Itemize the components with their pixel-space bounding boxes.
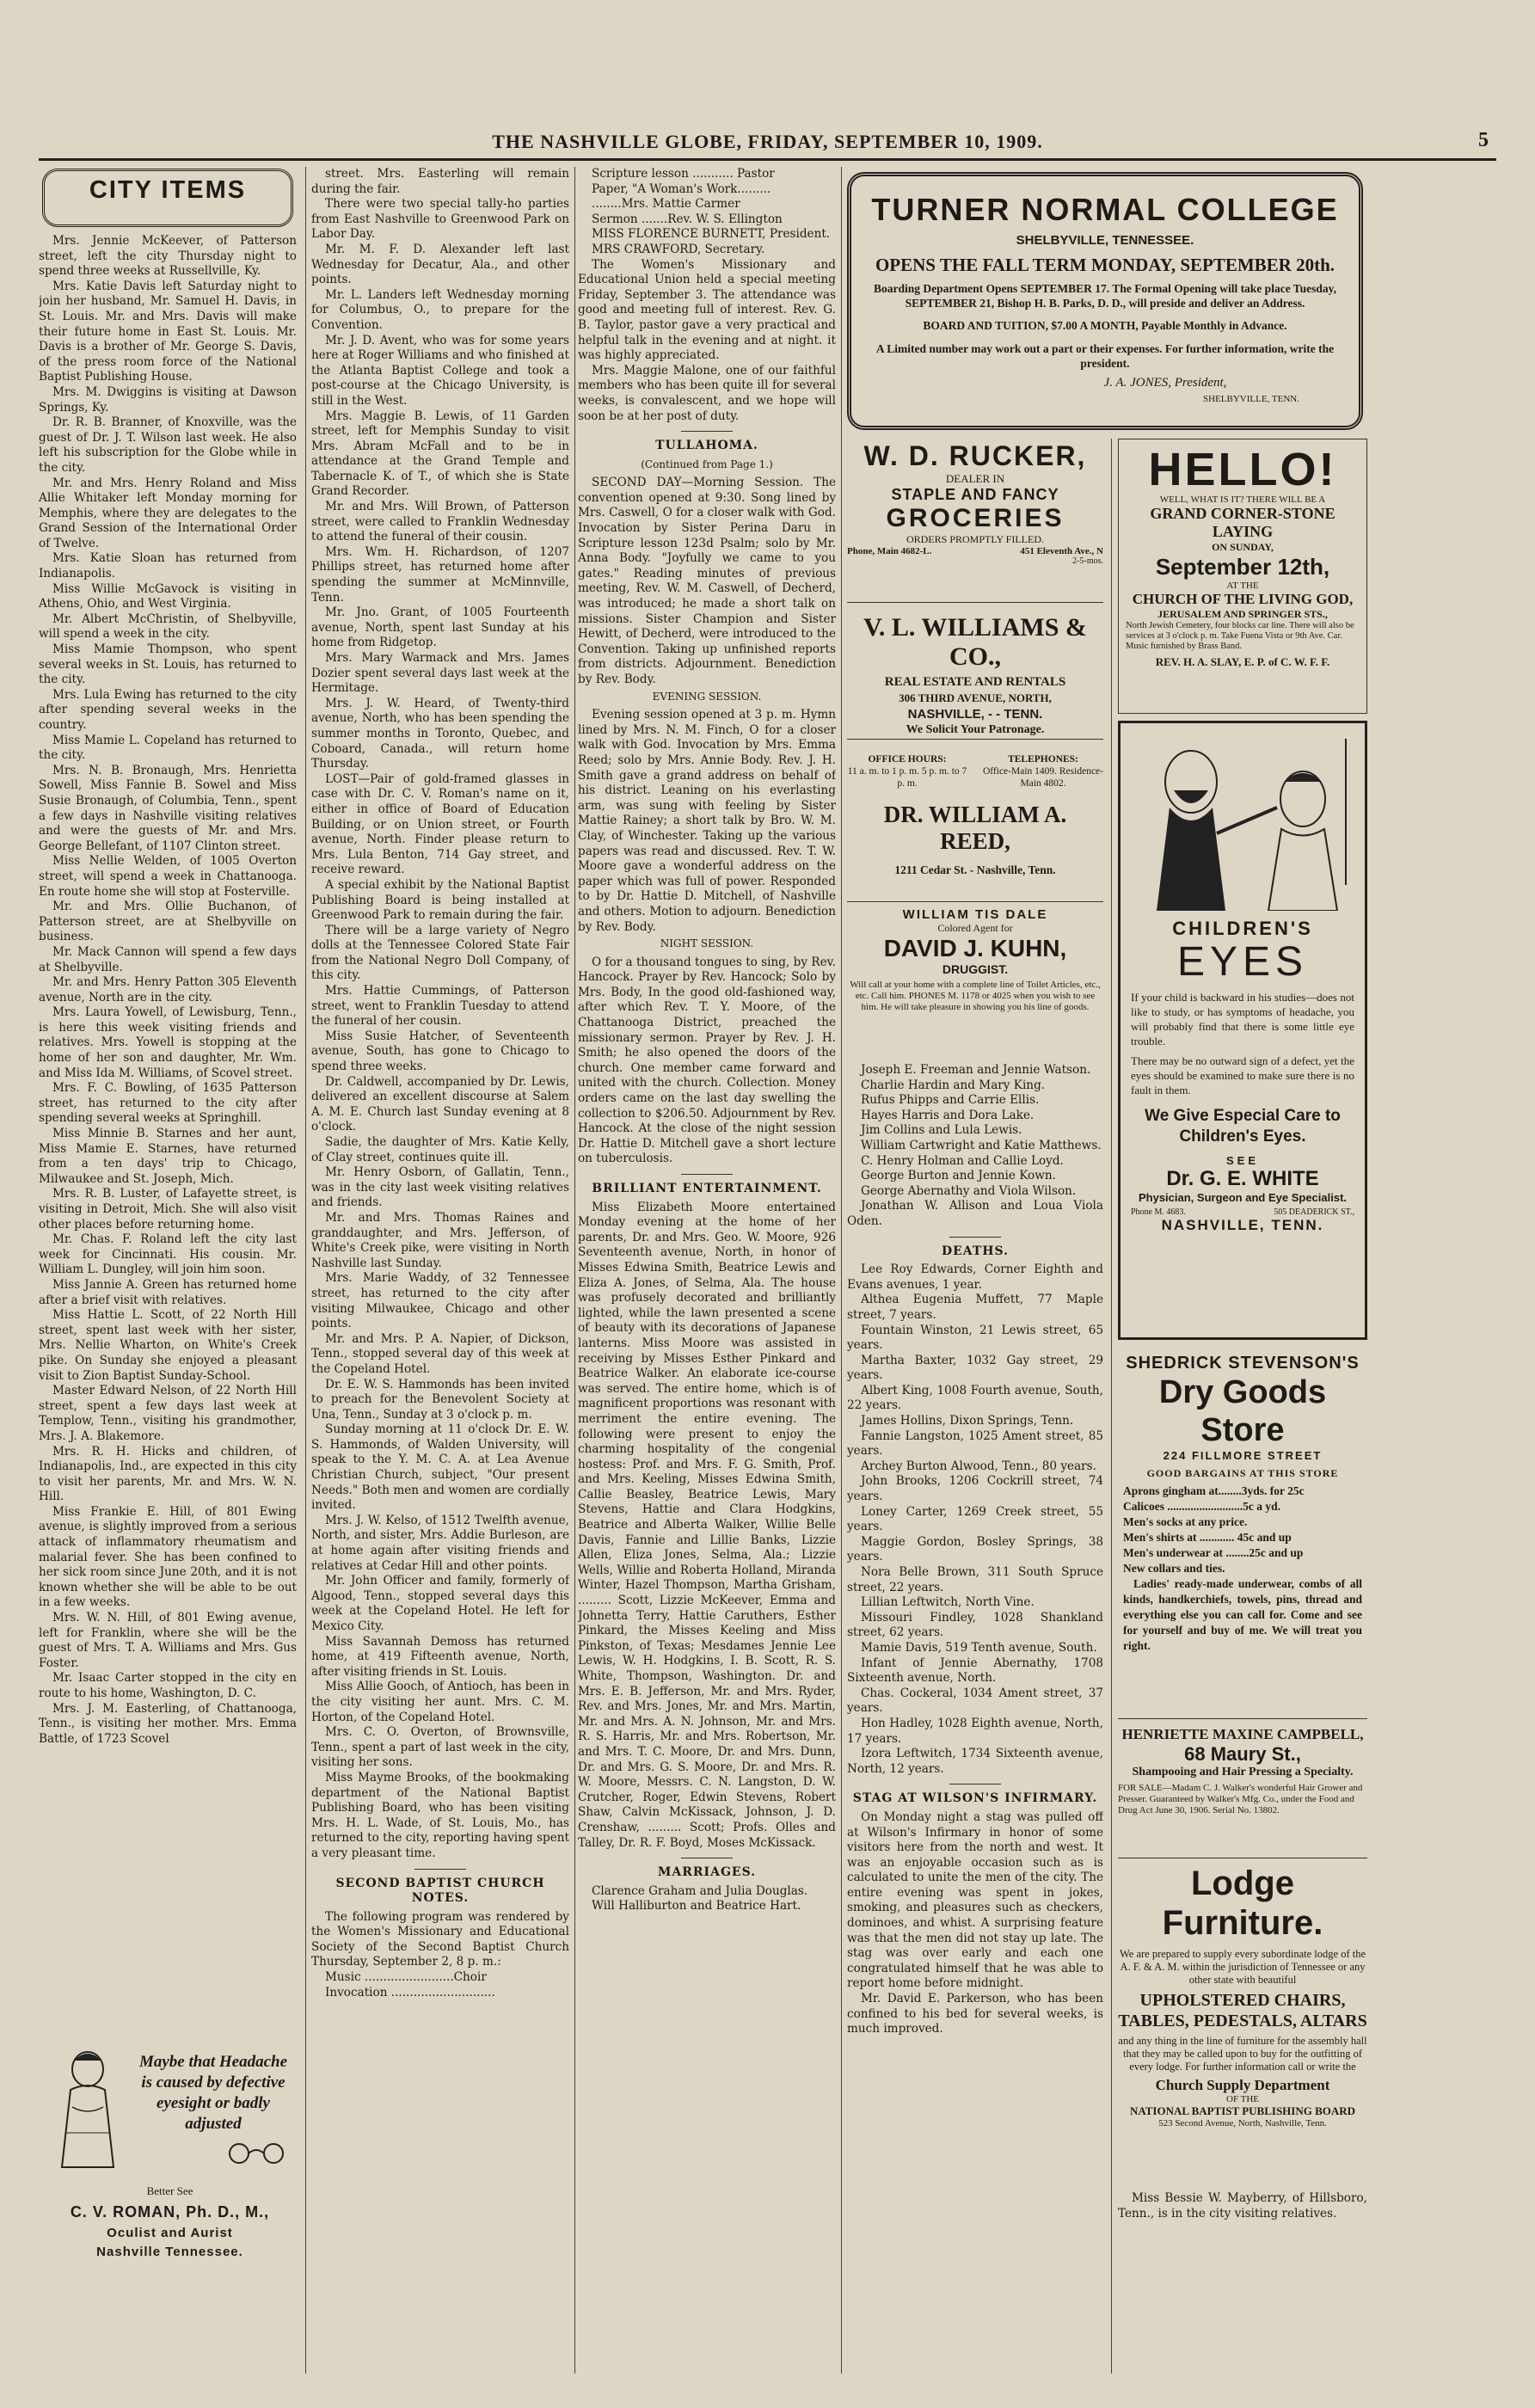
turner-normal-college-ad	[847, 172, 1363, 430]
news-item: Mrs. Katie Davis left Saturday night to join her husband, Mr. Samuel H. Davis, in St. Louis. Mr. and Mrs. Davis will make their future home in East St. Louis. Mr. Davis is a brother of Mr. George S. Davis, of the press room force of the National Baptist Publishing House.	[39, 279, 297, 384]
news-item: Miss Minnie B. Starnes and her aunt, Miss Mamie E. Starnes, have returned from a ten days' trip to Chicago, Milwaukee and St. Joseph, Mich.	[39, 1127, 297, 1186]
marriage-entry: Charlie Hardin and Mary King.	[861, 1078, 1046, 1092]
news-item: Miss Frankie E. Hill, of 801 Ewing avenue, is slightly improved from a serious attack of inflammatory rheumatism and malarial fever. She has been confined to her sick room since June 20th, and it is not known whether she will be able to be out in a few weeks.	[39, 1504, 297, 1610]
hello-line-7: JERUSALEM AND SPRINGER STS.,	[1157, 608, 1328, 620]
kuhn-name: DAVID J. KUHN,	[883, 935, 1067, 961]
news-item: Mr. and Mrs. Thomas Raines and granddaughter, and Mrs. Jefferson, of White's Creek pike, were visiting in North Nashville last Sunday.	[311, 1210, 569, 1270]
rucker-name: W. D. RUCKER,	[863, 440, 1087, 471]
news-item: Mr. and Mrs. Will Brown, of Patterson street, were called to Franklin Wednesday to attend the funeral of their cousin.	[311, 500, 569, 544]
rucker-line-2: STAPLE AND FANCY	[891, 486, 1059, 503]
eyes-line-1: If your child is backward in his studies—does not like to study, or has symptoms of headache, you will probably find that there is some little eye trouble.	[1131, 991, 1354, 1047]
tullahoma-continued: (Continued from Page 1.)	[641, 458, 773, 470]
eyes-street: 505 DEADERICK ST.,	[1274, 1207, 1354, 1217]
program-line: Mrs. Maggie Malone, one of our faithful members who has been quite ill for several weeks, is convalescent, and we hope will soon be at her post of duty.	[578, 363, 836, 423]
news-item: Mr. and Mrs. P. A. Napier, of Dickson, Tenn., stopped several day of this week at the Copeland Hotel.	[311, 1331, 569, 1376]
turner-line-2: BOARD AND TUITION, $7.00 A MONTH, Payable Monthly in Advance.	[923, 319, 1287, 332]
column-rule	[1111, 439, 1112, 2374]
rucker-grocery-ad	[847, 440, 1103, 576]
column-rule	[574, 167, 575, 2374]
williams-line-4: We Solicit Your Patronage.	[906, 723, 1045, 736]
marriages-list	[578, 1884, 836, 1914]
marriage-entry: C. Henry Holman and Callie Loyd.	[861, 1153, 1064, 1168]
news-item: street. Mrs. Easterling will remain during the fair.	[311, 167, 569, 196]
turner-title: TURNER NORMAL COLLEGE	[871, 192, 1339, 227]
death-entry: Maggie Gordon, Bosley Springs, 38 years.	[847, 1534, 1103, 1564]
tullahoma-night: O for a thousand tongues to sing, by Rev. Hancock. Prayer by Rev. Hancock; Solo by Mrs. Body, In the good old-fashioned way, after which Rev. T. Y. Moore, of the Chattanooga District, preached the missionary sermon. Prayer by Rev. J. H. Smith; he also opened the doors of the church. One member came forward and united with the church. Collection. Money orders came on the last day swelling the collection to $206.50. Adjournment by Rev. Hancock. At the close of the night session Dr. Hattie D. Mitchell gave a short lecture on tuberculosis.	[578, 955, 836, 1166]
news-item: Dr. Caldwell, accompanied by Dr. Lewis, delivered an excellent discourse at Salem A. M. E. Church last Sunday evening at 8 o'clock.	[311, 1074, 569, 1134]
death-entry: Chas. Cockeral, 1034 Ament street, 37 years.	[847, 1686, 1103, 1716]
news-item: Mrs. Wm. H. Richardson, of 1207 Phillips street, has returned home after spending the summer at McMinnville, Tenn.	[311, 544, 569, 605]
ad-line-3: eyesight or badly	[157, 2094, 270, 2112]
turner-line-1: Boarding Department Opens SEPTEMBER 17. The Formal Opening will take place Tuesday, SEPTEMBER 21, Bishop H. B. Parks, D. D., will preside and deliver an Address.	[874, 282, 1336, 310]
news-item: Mrs. M. Dwiggins is visiting at Dawson Springs, Ky.	[39, 384, 297, 415]
tullahoma-evening: Evening session opened at 3 p. m. Hymn lined by Mrs. N. M. Finch, O for a closer walk with God. Invocation by Mrs. Emma Reed; solo by Mrs. Annie Body. Rev. J. H. Smith gave a grand address on behalf of his district. Leaning on his everlasting arm, was sung with feeling by Sister Mattie Rainey; a short talk by Bro. W. M. Clay, of Winchester. Taking up the various papers was read and discussed. Rev. T. W. Moore gave a wonderful address on the paper which was full of power. Responded to by Dr. Hattie D. Mitchell, of Nashville and others. Motion to adjourn. Benediction by Rev. Body.	[578, 708, 836, 934]
death-entry: James Hollins, Dixon Springs, Tenn.	[861, 1414, 1074, 1428]
williams-line-2: 306 THIRD AVENUE, NORTH,	[899, 691, 1052, 704]
news-item: Miss Mayme Brooks, of the bookmaking department of the National Baptist Publishing Board, who has been visiting Mrs. H. L. Wade, of St. Louis, Mo., has returned to the city, reporting having spent a very pleasant time.	[311, 1770, 569, 1860]
mayberry-note: Miss Bessie W. Mayberry, of Hillsboro, Tenn., is in the city visiting relatives.	[1118, 2191, 1367, 2221]
news-item: Miss Savannah Demoss has returned home, at 419 Fifteenth avenue, North, after visiting friends in St. Louis.	[311, 1634, 569, 1679]
deaths-list	[847, 1262, 1103, 1777]
column-rule	[305, 167, 306, 2374]
death-entry: Albert King, 1008 Fourth avenue, South, 22 years.	[847, 1383, 1103, 1413]
second-baptist-notes	[311, 1910, 569, 2001]
eyes-line-2: There may be no outward sign of a defect, yet the eyes should be examined to make sure there is no fault in them.	[1131, 1054, 1354, 1096]
marriages-heading: MARRIAGES.	[657, 1865, 757, 1880]
marriage-entry: George Abernathy and Viola Wilson.	[861, 1183, 1077, 1198]
column-2	[311, 167, 569, 2374]
news-item: Mrs. Laura Yowell, of Lewisburg, Tenn., is here this week visiting friends and relatives. Mrs. Yowell is stopping at the home of her son and daughter, Mr. Wm. and Miss Ida M. Williams, of Scovel street.	[39, 1005, 297, 1080]
lodge-line-7: 523 Second Avenue, North, Nashville, Tenn.	[1158, 2118, 1327, 2128]
masthead	[39, 127, 1496, 161]
rucker-line-4: ORDERS PROMPTLY FILLED.	[906, 533, 1045, 545]
turner-signature: J. A. JONES, President,	[1103, 376, 1227, 390]
hello-corner-stone-ad	[1118, 439, 1367, 714]
city-items-heading: CITY ITEMS	[89, 176, 247, 204]
news-item: Mrs. F. C. Bowling, of 1635 Patterson street, has returned to the city after spending several weeks at Springhill.	[39, 1081, 297, 1126]
divider	[681, 1174, 733, 1175]
woman-headache-illustration	[46, 2047, 124, 2176]
lodge-big: Lodge Furniture.	[1162, 1864, 1323, 1942]
kuhn-line-4: Will call at your home with a complete line of Toilet Articles, etc., etc. Call him. PHONES M. 1178 or 4025 when you wish to see him. He will take pleasure in showing you his line of goods.	[850, 980, 1101, 1012]
reed-hours: 11 a. m. to 1 p. m. 5 p. m. to 7 p. m.	[847, 766, 967, 789]
news-item: Miss Mamie Thompson, who spent several weeks in St. Louis, has returned to the city.	[39, 642, 297, 687]
city-items-heading-box	[42, 169, 293, 227]
news-item: Mr. Albert McChristin, of Shelbyville, will spend a week in the city.	[39, 611, 297, 642]
news-item: Mr. L. Landers left Wednesday morning for Columbus, O., to prepare for the Convention.	[311, 287, 569, 332]
news-item: Mrs. Jennie McKeever, of Patterson street, left the city Thursday night to spend three weeks at Russellville, Ky.	[39, 234, 297, 279]
column-1	[39, 167, 297, 2374]
ad-line-1: Maybe that Headache	[138, 2053, 288, 2071]
column-4-text	[847, 1063, 1103, 2374]
shedrick-line-4: Men's shirts at ............ 45c and up	[1123, 1531, 1292, 1544]
ad-line-5: Better See	[146, 2184, 193, 2197]
news-item: There were two special tally-ho parties from East Nashville to Greenwood Park on Labor Day.	[311, 197, 569, 242]
news-item: Mrs. J. W. Kelso, of 1512 Twelfth avenue, North, and sister, Mrs. Addie Burleson, are at home again after visiting friends and relatives at Cedar Hill and other points.	[311, 1513, 569, 1573]
hello-line-4: September 12th,	[1155, 554, 1330, 580]
news-item: Miss Willie McGavock is visiting in Athens, Ohio, and West Virginia.	[39, 581, 297, 611]
program-line: Invocation ............................	[325, 1985, 495, 2000]
news-item: Miss Hattie L. Scott, of 22 North Hill street, spent last week with her sister, Mrs. Nellie Wharton, on White's Creek pike. On Sunday she enjoyed a pleasant visit to Zion Baptist Sunday-School.	[39, 1308, 297, 1383]
ad-line-7: Oculist and Aurist	[107, 2226, 233, 2240]
divider	[681, 431, 733, 432]
divider	[949, 1237, 1001, 1238]
second-baptist-heading: SECOND BAPTIST CHURCH NOTES.	[335, 1876, 545, 1906]
death-entry: Fountain Winston, 21 Lewis street, 65 years.	[847, 1323, 1103, 1353]
news-item: Mr. J. D. Avent, who was for some years here at Roger Williams and who finished at the Atlanta Baptist College and took a post-course at the Chicago University, is still in the West.	[311, 333, 569, 408]
rucker-contact	[847, 546, 1103, 556]
deaths-heading: DEATHS.	[941, 1244, 1010, 1258]
hello-line-8: North Jewish Cemetery, four blocks car line. There will also be services at 3 o'clock p. m. Take Fuena Vista or 9th Ave. Car. Music furnished by Brass Band.	[1126, 621, 1354, 651]
brilliant-entertainment-body: Miss Elizabeth Moore entertained Monday evening at the home of her parents, Dr. and Mrs. Geo. W. Moore, 926 Seventeenth avenue, North, in honor of Misses Edwina Smith, Beatrice Lewis and Eliza A. Jones, of Selma, Ala. The house was profusely decorated and brilliantly lighted, while the lawn presented a scene of beauty with its decorations of Japanese lanterns. Miss Moore was assisted in receiving by Misses Esther Pinkard and Beatrice Walker. An elaborate ice-course was served. The entire home, which is of magnificent proportions was resonant with merriment the entire evening. The following were present to enjoy the charming hospitality of the congenial hostess: Prof. and Mrs. F. G. Smith, Prof. and Mrs. Keeling, Misses Edwina Smith, Callie Beasley, Beatrice Lewis, Mary Stevens, Hattie and Clara Hodgkins, Beatrice and Alberta Walker, Willie Belle Davis, Fannie and Lillie Banks, Lizzie Allen, Eliza Jones, Selma, Ala.; Lizzie Wells, Willie and Roberta Holland, Miranda Winter, Hazel Thompson, Martha Grisham, ......... Scott, Lizzie McKeever, Emma and Johnetta Terry, Hattie Caruthers, Esther Pinkard, the Misses Keeling and Miss Pinkston, of Texas; Mesdames Jennie Lee Lewis, W. H. Hodgkins, I. B. Scott, R. S. White, Thompson, Washington. Dr. and Mrs. E. B. Jefferson, Mr. and Mrs. Ryder, Rev. and Mrs. Jones, Mr. and Mrs. Martin, Mr. and Mrs. A. N. Johnson, Mr. and Mrs. R. S. Harris, Mr. and Mrs. Robertson, Mr. and Mrs. T. C. Moore, Dr. and Mrs. Dunn, Dr. and Mrs. G. S. Moore, Dr. and Mrs. R. W. Moore, Messrs. C. N. Langston, D. W. Crutcher, Roger, Edwin Stevens, Robert Shaw, Calvin McKissack, Johnson, J. D. Crenshaw, ......... Scott; Profs. Olles and Talley, Dr. R. F. Boyd, Moses McKissack.	[578, 1200, 836, 1850]
program-line: MISS FLORENCE BURNETT, President.	[592, 227, 831, 242]
column-rule	[841, 167, 842, 2374]
campbell-name: HENRIETTE MAXINE CAMPBELL,	[1121, 1726, 1364, 1742]
eyes-contact	[1131, 1207, 1354, 1217]
news-item: Master Edward Nelson, of 22 North Hill street, spent a few days last week at Templow, Tenn., visiting his grandmother, Mrs. J. A. Blakemore.	[39, 1384, 297, 1443]
shedrick-line-5: Men's underwear at ........25c and up	[1123, 1546, 1304, 1559]
program-line: ........Mrs. Mattie Carmer	[592, 197, 740, 212]
lodge-line-2: UPHOLSTERED CHAIRS, TABLES, PEDESTALS, ALTARS	[1118, 1991, 1367, 2030]
col2-items	[311, 167, 569, 1862]
reed-doctor-ad	[847, 753, 1103, 882]
hello-line-5: AT THE	[1226, 580, 1259, 591]
reed-address: 1211 Cedar St. - Nashville, Tenn.	[894, 863, 1056, 876]
program-line: Sermon .......Rev. W. S. Ellington	[592, 212, 783, 226]
program-line: The following program was rendered by the Women's Missionary and Educational Society of the Second Baptist Church Thursday, September 2, 8 p. m.:	[311, 1909, 569, 1969]
news-item: Mr. Isaac Carter stopped in the city en route to his home, Washington, D. C.	[39, 1671, 297, 1700]
shedrick-stevenson-ad	[1118, 1350, 1367, 1711]
kuhn-druggist-ad	[847, 901, 1103, 1047]
news-item: Miss Allie Gooch, of Antioch, has been in the city visiting her aunt. Mrs. C. M. Horton, of the Copeland Hotel.	[311, 1680, 569, 1724]
ad-line-8: Nashville Tennessee.	[96, 2245, 243, 2259]
ad-line-2: is caused by defective	[141, 2073, 286, 2092]
news-item: Mrs. W. N. Hill, of 801 Ewing avenue, left for Franklin, where she will be the guest of Mrs. T. A. Williams and Mrs. Gus Foster.	[39, 1611, 297, 1670]
news-item: Mr. John Officer and family, formerly of Algood, Tenn., stopped several days this week at the Copeland Hotel. He left for Mexico City.	[311, 1574, 569, 1633]
news-item: Mrs. Katie Sloan has returned from Indianapolis.	[39, 551, 297, 581]
shedrick-name: SHEDRICK STEVENSON'S	[1126, 1354, 1360, 1373]
news-item: Mrs. N. B. Bronaugh, Mrs. Henrietta Sowell, Miss Fannie B. Sowel and Miss Susie Bronaugh, of Columbia, Tenn., spent a few days in Nashville visiting relatives and were the guests of Mr. and Mrs. George Bellefant, of 1107 Clinton street.	[39, 763, 297, 853]
eyes-big: EYES	[1176, 939, 1309, 985]
rucker-address: 451 Eleventh Ave., N	[1020, 546, 1103, 556]
campbell-line-1: Shampooing and Hair Pressing a Specialty.	[1132, 1766, 1354, 1778]
childrens-eyes-ad	[1118, 721, 1367, 1340]
news-item: Miss Susie Hatcher, of Seventeenth avenue, South, has gone to Chicago to spend three weeks.	[311, 1029, 569, 1074]
news-item: Sunday morning at 11 o'clock Dr. E. W. S. Hammonds, of Walden University, will speak to the Y. M. C. A. at Lea Avenue Christian Church, subject, "Our present Needs." Both men and women are cordially invited.	[311, 1422, 569, 1513]
death-entry: Izora Leftwitch, 1734 Sixteenth avenue, North, 12 years.	[847, 1747, 1103, 1776]
ad-line-6: C. V. ROMAN, Ph. D., M.,	[70, 2203, 270, 2221]
hello-line-3: ON SUNDAY,	[1212, 541, 1274, 553]
stag-heading: STAG AT WILSON'S INFIRMARY.	[852, 1791, 1098, 1806]
news-item: Mr. M. F. D. Alexander left last Wednesday for Decatur, Ala., and other points.	[311, 242, 569, 287]
death-entry: Fannie Langston, 1025 Ament street, 85 years.	[847, 1428, 1103, 1459]
news-item: Dr. R. B. Branner, of Knoxville, was the guest of Dr. J. T. Wilson last week. He also left his subscription for the Globe while in the city.	[39, 415, 297, 475]
death-entry: Nora Belle Brown, 311 South Spruce street, 22 years.	[847, 1565, 1103, 1594]
eyes-see: SEE	[1225, 1154, 1259, 1167]
tullahoma-morning: SECOND DAY—Morning Session. The convention opened at 9:30. Song lined by Mrs. Caswell, O for a closer walk with God. Invocation by Sister Perina Daru in Scripture lesson 123d Psalm; solo by Mr. Anna Body. "Joyfully we came to you gates." Reading minutes of previous meeting, Rev. W. M. Caswell, of Decherd, was introduced; he made a short talk on missions. Sister Champion and Sister Hewitt, of Decherd, were introduced to the Convention. Taking up unfinished reports from districts. Adjournment. Benediction by Rev. Body.	[578, 476, 836, 686]
rucker-line-1: DEALER IN	[945, 472, 1005, 485]
news-item: Mrs. J. M. Easterling, of Chattanooga, Tenn., is visiting her mother. Mrs. Emma Battle, of 1723 Scovel	[39, 1701, 297, 1746]
eyes-title: CHILDREN'S	[1172, 918, 1313, 939]
news-item: There will be a large variety of Negro dolls at the Tennessee Colored State Fair from the National Negro Doll Company, of this city.	[311, 923, 569, 983]
rucker-line-3: GROCERIES	[886, 504, 1065, 532]
program-line: Scripture lesson ........... Pastor	[592, 167, 775, 181]
shedrick-line-6: New collars and ties.	[1123, 1562, 1225, 1575]
marriage-entry: Clarence Graham and Julia Douglas.	[592, 1883, 808, 1898]
news-item: Mr. and Mrs. Henry Roland and Miss Allie Whitaker left Monday morning for Memphis, where they are delegates to the Grand Session of the International Order of Twelve.	[39, 476, 297, 550]
shedrick-line-1: Aprons gingham at........3yds. for 25c	[1123, 1484, 1305, 1497]
rucker-line-7: 2-5-mos.	[1072, 556, 1103, 566]
news-item: Mr. Chas. F. Roland left the city last week for Cincinnati. His cousin. Mr. William L. Dungley, will join him soon.	[39, 1232, 297, 1277]
roman-oculist-ad	[43, 2045, 297, 2303]
campbell-address: 68 Maury St.,	[1184, 1743, 1301, 1765]
eyes-line-3: We Give Especial Care to Children's Eyes.	[1145, 1107, 1341, 1146]
marriages-cont-list	[847, 1063, 1103, 1230]
masthead-title: THE NASHVILLE GLOBE, FRIDAY, SEPTEMBER 10, 1909.	[492, 131, 1043, 152]
news-item: Miss Nellie Welden, of 1005 Overton street, will spend a week in Chattanooga. En route home she will stop at Fosterville.	[39, 854, 297, 899]
turner-signature-place: SHELBYVILLE, TENN.	[1203, 394, 1299, 404]
kuhn-line-1: WILLIAM TIS DALE	[902, 907, 1048, 922]
shedrick-line-2: Calicoes ..........................5c a yd.	[1123, 1500, 1280, 1513]
marriage-entry: Hayes Harris and Dora Lake.	[861, 1108, 1035, 1122]
news-item: Mr. David E. Parkerson, who has been confined to his bed for several weeks, is much improved.	[847, 1992, 1103, 2036]
news-item: Mrs. R. H. Hicks and children, of Indianapolis, Ind., are expected in this city to visit her parents, Mr. and Mrs. W. N. Hill.	[39, 1444, 297, 1504]
hello-title: HELLO!	[1148, 444, 1337, 495]
news-item: Mrs. Marie Waddy, of 32 Tennessee street, has returned to the city after visiting Milwaukee, Chicago and other points.	[311, 1271, 569, 1331]
williams-real-estate-ad	[847, 602, 1103, 740]
col3-program	[578, 167, 836, 424]
shedrick-big: Dry Goods Store	[1158, 1374, 1327, 1448]
lodge-furniture-ad	[1118, 1858, 1367, 2176]
hello-line-9: REV. H. A. SLAY, E. P. of C. W. F. F.	[1155, 655, 1330, 668]
eyes-line-4: Physician, Surgeon and Eye Specialist.	[1138, 1191, 1348, 1204]
lodge-line-1: We are prepared to supply every subordinate lodge of the A. F. & A. M. within the jurisdiction of Tennessee or any other state with beautiful	[1119, 1948, 1366, 1986]
program-line: The Women's Missionary and Educational Union held a special meeting Friday, September 3. The attendance was good and meeting full of interest. Rev. G. B. Taylor, pastor gave a very practical and helpful talk in the evening and at night. it was highly appreciated.	[578, 257, 836, 363]
tullahoma-heading: TULLAHOMA.	[655, 439, 758, 453]
shedrick-line-3: Men's socks at any price.	[1123, 1515, 1248, 1528]
evening-session-label: EVENING SESSION.	[652, 690, 762, 703]
shedrick-bargains: GOOD BARGAINS AT THIS STORE	[1146, 1467, 1339, 1479]
eye-exam-illustration	[1131, 730, 1356, 911]
williams-line-3: NASHVILLE, - - TENN.	[907, 707, 1043, 722]
lodge-line-5: OF THE	[1226, 2094, 1259, 2104]
lodge-line-4: Church Supply Department	[1155, 2077, 1330, 2093]
news-item: LOST—Pair of gold-framed glasses in case with Dr. C. V. Roman's name on it, either in office of Board of Education Building, or on Union street, or Fourth avenue, North. Finder please return to Mrs. Lula Benton, 714 Gay street, and receive reward.	[311, 771, 569, 877]
kuhn-line-2: Colored Agent for	[937, 922, 1013, 934]
news-item: Sadie, the daughter of Mrs. Katie Kelly, of Clay street, continues quite ill.	[311, 1135, 569, 1164]
news-item: Mrs. Lula Ewing has returned to the city after spending several weeks in the country.	[39, 687, 297, 732]
death-entry: John Brooks, 1206 Cockrill street, 74 years.	[847, 1474, 1103, 1504]
news-item: Miss Jannie A. Green has returned home after a brief visit with relatives.	[39, 1277, 297, 1307]
eyes-phone: Phone M. 4683.	[1131, 1207, 1186, 1217]
lodge-line-6: NATIONAL BAPTIST PUBLISHING BOARD	[1129, 2104, 1356, 2117]
brilliant-entertainment-heading: BRILLIANT ENTERTAINMENT.	[592, 1182, 822, 1195]
kuhn-line-3: DRUGGIST.	[942, 962, 1009, 976]
death-entry: Lillian Leftwitch, North Vine.	[861, 1595, 1035, 1610]
city-items-list	[39, 234, 297, 1747]
marriage-entry: Jonathan W. Allison and Loua Viola Oden.	[847, 1199, 1103, 1228]
reed-tel: Office-Main 1409. Residence-Main 4802.	[983, 766, 1103, 789]
reed-hours-heading: OFFICE HOURS:	[868, 754, 947, 765]
turner-opens: OPENS THE FALL TERM MONDAY, SEPTEMBER 20th.	[875, 255, 1335, 275]
program-line: Paper, "A Woman's Work.........	[592, 181, 771, 196]
news-item: Mrs. C. O. Overton, of Brownsville, Tenn., spent a part of last week in the city, visiting her sons.	[311, 1725, 569, 1770]
death-entry: Loney Carter, 1269 Creek street, 55 years.	[847, 1504, 1103, 1534]
column-5-tail	[1118, 2191, 1367, 2374]
marriage-entry: Joseph E. Freeman and Jennie Watson.	[861, 1063, 1091, 1077]
death-entry: Mamie Davis, 519 Tenth avenue, South.	[861, 1640, 1097, 1655]
news-item: Mrs. J. W. Heard, of Twenty-third avenue, North, who has been spending the summer months in Toronto, Quebec, and Coboard, Canada., will return home Thursday.	[311, 696, 569, 771]
williams-name: V. L. WILLIAMS & CO.,	[863, 613, 1087, 671]
reed-name: DR. WILLIAM A. REED,	[883, 802, 1067, 854]
news-item: Miss Mamie L. Copeland has returned to the city.	[39, 733, 297, 763]
marriage-entry: Jim Collins and Lula Lewis.	[861, 1123, 1022, 1138]
ad-line-4: adjusted	[185, 2115, 242, 2133]
williams-line-1: REAL ESTATE AND RENTALS	[884, 675, 1066, 689]
eyes-doctor-name: Dr. G. E. WHITE	[1166, 1167, 1319, 1190]
night-session-label: NIGHT SESSION.	[660, 937, 754, 950]
turner-line-3: A Limited number may work out a part or their expenses. For further information, write the president.	[875, 342, 1335, 370]
eyes-city: NASHVILLE, TENN.	[1161, 1217, 1324, 1233]
news-item: Mr. and Mrs. Ollie Buchanon, of Patterson street, are at Shelbyville on business.	[39, 900, 297, 944]
marriage-entry: William Cartwright and Katie Matthews.	[861, 1138, 1102, 1152]
death-entry: Infant of Jennie Abernathy, 1708 Sixteenth avenue, North.	[847, 1656, 1103, 1686]
news-item: Dr. E. W. S. Hammonds has been invited to preach for the Benevolent Society at Una, Tenn., Sunday at 3 o'clock p. m.	[311, 1377, 569, 1422]
news-item: Mr. Henry Osborn, of Gallatin, Tenn., was in the city last week visiting relatives and friends.	[311, 1165, 569, 1210]
marriage-entry: Will Halliburton and Beatrice Hart.	[592, 1899, 801, 1914]
death-entry: Archey Burton Alwood, Tenn., 80 years.	[861, 1459, 1096, 1473]
news-item: Mr. Jno. Grant, of 1005 Fourteenth avenue, North, spent last Sunday at his home from Ridgetop.	[311, 605, 569, 650]
marriage-entry: Rufus Phipps and Carrie Ellis.	[861, 1093, 1040, 1108]
shedrick-address: 224 FILLMORE STREET	[1163, 1449, 1323, 1462]
death-entry: Martha Baxter, 1032 Gay street, 29 years.	[847, 1353, 1103, 1383]
news-item: Mr. Mack Cannon will spend a few days at Shelbyville.	[39, 944, 297, 974]
news-item: A special exhibit by the National Baptist Publishing Board is being installed at Greenwood Park to remain during the fair.	[311, 877, 569, 923]
spectacles-icon	[224, 2141, 292, 2165]
news-item: On Monday night a stag was pulled off at Wilson's Infirmary in honor of some visitors here from the north and west. It was an enjoyable occasion such as is calculated to unite the men of the city. The entire evening was spent in jokes, smoking, and pleasures such as checkers, dominoes, and whist. A surprising feature was that the men did not stay up late. The stag was over early and each one congratulated himself that he was able to report home before midnight.	[847, 1809, 1103, 1991]
hello-line-2: GRAND CORNER-STONE LAYING	[1150, 505, 1335, 540]
marriage-entry: George Burton and Jennie Kown.	[861, 1169, 1056, 1183]
reed-tel-heading: TELEPHONES:	[1008, 754, 1078, 765]
death-entry: Althea Eugenia Muffett, 77 Maple street, 7 years.	[847, 1293, 1103, 1322]
death-entry: Missouri Findley, 1028 Shankland street, 62 years.	[847, 1610, 1103, 1640]
campbell-line-2: FOR SALE—Madam C. J. Walker's wonderful Hair Grower and Presser. Guaranteed by Walker's Mfg. Co., under the Food and Drug Act June 30, 1906. Serial No. 13802.	[1118, 1783, 1363, 1815]
news-item: Mrs. Hattie Cummings, of Patterson street, went to Franklin Tuesday to attend the funeral of her cousin.	[311, 984, 569, 1029]
column-3	[578, 167, 836, 2374]
hello-line-1: WELL, WHAT IS IT? THERE WILL BE A	[1159, 494, 1326, 505]
rucker-phone: Phone, Main 4682-L.	[847, 546, 932, 556]
program-line: Music ........................Choir	[325, 1970, 487, 1985]
news-item: Mr. and Mrs. Henry Patton 305 Eleventh avenue, North are in the city.	[39, 975, 297, 1004]
hello-line-6: CHURCH OF THE LIVING GOD,	[1132, 591, 1354, 607]
lodge-line-3: and any thing in the line of furniture for the assembly hall that they may be called upon to buy for the outfitting of every lodge. For further information call or write the	[1118, 2035, 1367, 2073]
campbell-hair-ad	[1118, 1718, 1367, 1847]
stag-body	[847, 1810, 1103, 2037]
turner-place: SHELBYVILLE, TENNESSEE.	[1016, 233, 1194, 248]
news-item: Mrs. Mary Warmack and Mrs. James Dozier spent several days last week at the Hermitage.	[311, 651, 569, 696]
shedrick-line-7: Ladies' ready-made underwear, combs of all kinds, handkerchiefs, towels, pins, thread and everything else you can call for. Come and see for yourself and buy of me. We will treat you right.	[1123, 1577, 1362, 1652]
page-number: 5	[1478, 129, 1489, 151]
program-line: MRS CRAWFORD, Secretary.	[592, 242, 765, 256]
divider	[414, 1869, 466, 1870]
death-entry: Hon Hadley, 1028 Eighth avenue, North, 17 years.	[847, 1716, 1103, 1746]
news-item: Mrs. Maggie B. Lewis, of 11 Garden street, left for Memphis Sunday to visit Mrs. Abram McFall and to be in attendance at the Grand Temple and Tabernacle K. of T., of which she is State Grand Recorder.	[311, 408, 569, 499]
news-item: Mrs. R. B. Luster, of Lafayette street, is visiting in Detroit, Mich. She will also visit other places before returning home.	[39, 1187, 297, 1232]
death-entry: Lee Roy Edwards, Corner Eighth and Evans avenues, 1 year.	[847, 1262, 1103, 1292]
